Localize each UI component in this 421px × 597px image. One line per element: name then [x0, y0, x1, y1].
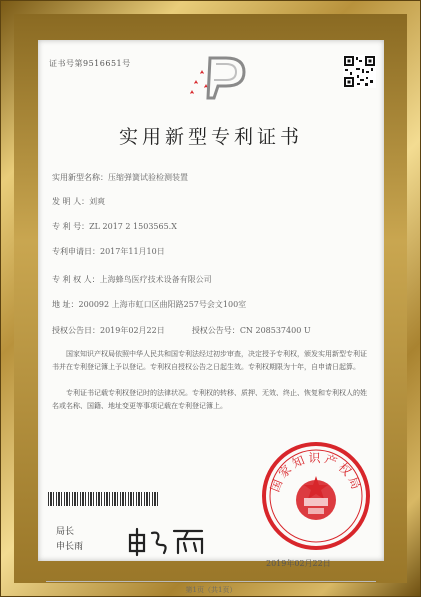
seal-text: 国家知识产权局	[267, 451, 365, 494]
certificate-title: 实用新型专利证书	[118, 126, 303, 148]
field-label: 专 利 号：	[52, 222, 90, 231]
director-title: 局长	[56, 527, 75, 537]
qr-code-icon	[343, 55, 376, 88]
certificate-paper	[38, 40, 384, 594]
field-label: 发 明 人：	[52, 197, 90, 206]
certificate-paragraph-1: 国家知识产权局依照中华人民共和国专利法经过初步审查，决定授予专利权，颁发实用新型专利证书并在专利登记簿上予以登记。专利权自授权公告之日起生效。专利权期限为十年，自申请日起算。	[52, 350, 367, 371]
field-value: 200092 上海市虹口区曲阳路257号会文100室	[78, 300, 247, 309]
director-signature-icon	[126, 525, 208, 557]
field-label: 实用新型名称：	[52, 173, 108, 182]
field-label: 专 利 权 人：	[52, 275, 100, 284]
footer-divider	[46, 581, 376, 582]
address-row	[52, 299, 246, 310]
publication-number-value: CN 208537400 U	[239, 326, 311, 335]
field-value: 刘爽	[89, 197, 106, 206]
seal-date: 2019年02月22日	[266, 559, 331, 568]
patent-number-row	[52, 221, 177, 232]
field-value: 上海蜂鸟医疗技术设备有限公司	[99, 275, 212, 284]
grant-row	[52, 325, 311, 336]
utility-model-name-row	[52, 172, 188, 183]
barcode	[48, 492, 160, 506]
publication-number-label: 授权公告号：	[191, 326, 240, 335]
patent-office-logo-icon	[186, 54, 248, 100]
director-name: 申长雨	[56, 542, 84, 552]
field-label: 专利申请日：	[52, 247, 100, 256]
patentee-row	[52, 274, 212, 285]
certificate-paragraph-2: 专利证书记载专利权登记时的法律状况。专利权的转移、质押、无效、终止、恢复和专利权人的姓名或名称、国籍、地址变更等事项记载在专利登记簿上。	[52, 389, 367, 410]
inventor-row	[52, 196, 105, 207]
field-value: ZL 2017 2 1503565.X	[89, 222, 177, 231]
certificate-number: 证书号第9516651号	[49, 59, 131, 68]
page-number: 第1页（共1页）	[185, 586, 237, 594]
grant-date-label: 授权公告日：	[52, 326, 100, 335]
field-label: 地 址：	[52, 300, 79, 309]
field-value: 2017年11月10日	[100, 247, 165, 256]
official-seal-icon	[260, 440, 372, 552]
grant-date-value: 2019年02月22日	[100, 326, 165, 335]
field-value: 压缩弹簧试验检测装置	[108, 173, 188, 182]
application-date-row	[52, 246, 165, 257]
